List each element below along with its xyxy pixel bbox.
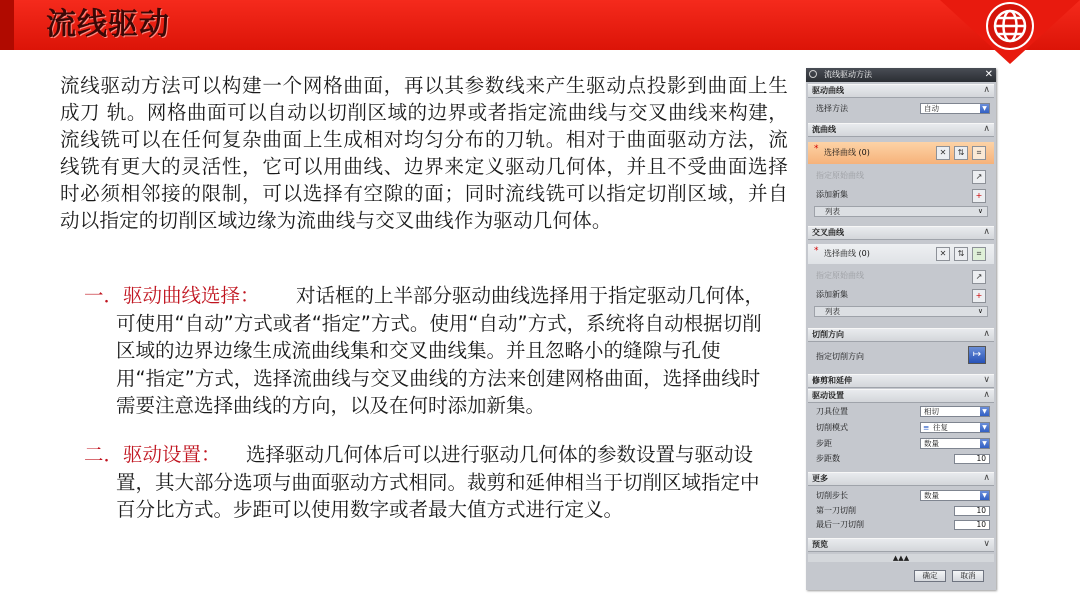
cross-origin-curve-row bbox=[808, 268, 994, 284]
section-drive-curve[interactable] bbox=[808, 84, 994, 98]
section-label: 更多 bbox=[812, 474, 828, 483]
select-method-label: 选择方法 bbox=[816, 104, 848, 113]
cut-step-dropdown[interactable] bbox=[920, 490, 990, 501]
stepover-label: 步距 bbox=[816, 439, 832, 448]
remove-icon[interactable]: ✕ bbox=[936, 146, 950, 160]
select-curve-label: 选择曲线 (0) bbox=[824, 249, 870, 258]
add-set-label: 添加新集 bbox=[816, 290, 848, 299]
section-label: 预览 bbox=[812, 540, 828, 549]
cross-select-curve-row[interactable] bbox=[808, 244, 994, 264]
chevron-up-icon: ∧ bbox=[983, 85, 990, 95]
chevron-down-icon: ∨ bbox=[983, 539, 990, 549]
cut-mode-value: 往复 bbox=[933, 423, 948, 432]
chevron-down-icon: ▼ bbox=[980, 423, 989, 432]
streamline-drive-dialog bbox=[806, 68, 996, 590]
chevron-down-icon: ∨ bbox=[977, 207, 983, 215]
required-star-icon: * bbox=[814, 144, 819, 154]
origin-curve-label: 指定原始曲线 bbox=[816, 271, 864, 280]
section-flow-curve[interactable] bbox=[808, 123, 994, 137]
reverse-icon[interactable]: ⇅ bbox=[954, 247, 968, 261]
gear-icon[interactable] bbox=[809, 70, 817, 78]
cut-mode-row bbox=[808, 422, 994, 434]
flow-origin-curve-row bbox=[808, 168, 994, 184]
chevron-down-icon: ∨ bbox=[977, 307, 983, 315]
select-curve-label: 选择曲线 (0) bbox=[824, 148, 870, 157]
cut-direction-row bbox=[808, 344, 994, 368]
stepover-count-label: 步距数 bbox=[816, 454, 840, 463]
cancel-button[interactable]: 取消 bbox=[952, 570, 984, 582]
last-cut-input[interactable]: 10 bbox=[954, 520, 990, 530]
cut-step-value: 数量 bbox=[924, 491, 939, 500]
collapse-grip-icon[interactable]: ▲▲▲ bbox=[808, 554, 994, 562]
origin-curve-icon[interactable]: ↗ bbox=[972, 170, 986, 184]
chevron-down-icon: ∨ bbox=[983, 375, 990, 385]
stepover-dropdown[interactable] bbox=[920, 438, 990, 449]
direction-icon[interactable]: ↦ bbox=[968, 346, 986, 364]
last-cut-label: 最后一刀切削 bbox=[816, 520, 864, 529]
stepover-count-row bbox=[808, 453, 994, 465]
globe-icon bbox=[986, 2, 1034, 50]
section-cut-direction[interactable] bbox=[808, 328, 994, 342]
curve-select-icon[interactable]: ⌗ bbox=[972, 146, 986, 160]
chevron-up-icon: ∧ bbox=[983, 473, 990, 483]
stepover-row bbox=[808, 438, 994, 450]
close-icon[interactable]: ✕ bbox=[984, 69, 993, 80]
stepover-value: 数量 bbox=[924, 439, 939, 448]
list-label: 列表 bbox=[825, 207, 840, 216]
header-accent bbox=[0, 0, 14, 50]
point-drive-curve bbox=[84, 282, 766, 420]
header-bar bbox=[0, 0, 1080, 50]
point-heading: 一．驱动曲线选择： bbox=[84, 284, 260, 307]
chevron-up-icon: ∧ bbox=[983, 390, 990, 400]
select-method-value: 自动 bbox=[924, 104, 939, 113]
dialog-title: 流线驱动方法 bbox=[824, 70, 872, 79]
chevron-down-icon: ▼ bbox=[980, 491, 989, 500]
section-label: 修剪和延伸 bbox=[812, 376, 852, 385]
tool-position-label: 刀具位置 bbox=[816, 407, 848, 416]
section-drive-settings[interactable] bbox=[808, 389, 994, 403]
flow-select-curve-row[interactable] bbox=[808, 142, 994, 164]
select-method-row bbox=[808, 101, 994, 117]
tool-position-value: 相切 bbox=[924, 407, 939, 416]
tool-position-row bbox=[808, 406, 994, 418]
chevron-up-icon: ∧ bbox=[983, 227, 990, 237]
zigzag-icon: ≡ bbox=[923, 423, 930, 432]
section-label: 流曲线 bbox=[812, 125, 836, 134]
add-set-label: 添加新集 bbox=[816, 190, 848, 199]
cut-mode-dropdown[interactable] bbox=[920, 422, 990, 433]
page-title: 流线驱动 bbox=[46, 7, 170, 42]
last-cut-row bbox=[808, 519, 994, 531]
section-label: 切削方向 bbox=[812, 330, 844, 339]
chevron-down-icon: ▼ bbox=[980, 407, 989, 416]
section-preview[interactable] bbox=[808, 538, 994, 552]
cut-step-row bbox=[808, 490, 994, 502]
section-label: 驱动曲线 bbox=[812, 86, 844, 95]
cross-add-set-row bbox=[808, 287, 994, 303]
point-text: 选择驱动几何体后可以进行驱动几何体的参数设置与驱动设置，其大部分选项与曲面驱动方式相同。裁剪和延伸相当于切削区域指定中百分比方式。步距可以使用数字或者最大值方式进行定义。 bbox=[116, 443, 760, 521]
chevron-up-icon: ∧ bbox=[983, 329, 990, 339]
point-text: 对话框的上半部分驱动曲线选择用于指定驱动几何体，可使用“自动”方式或者“指定”方式。使用“自动”方式，系统将自动根据切削区域的边界边缘生成流曲线集和交叉曲线集。并且忽略小的缝隙与孔使用“指定”方式，选择流曲线与交叉曲线的方法来创建网格曲面，选择曲线时需要注意选择曲线的方向，以及在何时添加新集。 bbox=[116, 284, 765, 417]
list-label: 列表 bbox=[825, 307, 840, 316]
first-cut-label: 第一刀切削 bbox=[816, 506, 856, 515]
point-heading: 二．驱动设置： bbox=[84, 443, 221, 466]
flow-add-set-row bbox=[808, 187, 994, 203]
section-trim-extend[interactable] bbox=[808, 374, 994, 388]
ok-button[interactable]: 确定 bbox=[914, 570, 946, 582]
point-drive-settings bbox=[84, 441, 766, 524]
tool-position-dropdown[interactable] bbox=[920, 406, 990, 417]
cut-step-label: 切削步长 bbox=[816, 491, 848, 500]
stepover-count-input[interactable]: 10 bbox=[954, 454, 990, 464]
chevron-up-icon: ∧ bbox=[983, 124, 990, 134]
first-cut-row bbox=[808, 505, 994, 517]
add-set-icon[interactable]: + bbox=[972, 289, 986, 303]
first-cut-input[interactable]: 10 bbox=[954, 506, 990, 516]
origin-curve-icon[interactable]: ↗ bbox=[972, 270, 986, 284]
cross-list-bar[interactable] bbox=[814, 306, 988, 317]
chevron-down-icon: ▼ bbox=[980, 104, 989, 113]
flow-list-bar[interactable] bbox=[814, 206, 988, 217]
section-more[interactable] bbox=[808, 472, 994, 486]
remove-icon[interactable]: ✕ bbox=[936, 247, 950, 261]
cut-direction-label: 指定切削方向 bbox=[816, 352, 864, 361]
chevron-down-icon: ▼ bbox=[980, 439, 989, 448]
cut-mode-label: 切削模式 bbox=[816, 423, 848, 432]
section-label: 驱动设置 bbox=[812, 391, 844, 400]
add-set-icon[interactable]: + bbox=[972, 189, 986, 203]
curve-select-icon[interactable]: ⌗ bbox=[972, 247, 986, 261]
section-label: 交叉曲线 bbox=[812, 228, 844, 237]
section-cross-curve[interactable] bbox=[808, 226, 994, 240]
reverse-icon[interactable]: ⇅ bbox=[954, 146, 968, 160]
dialog-titlebar bbox=[806, 68, 996, 82]
required-star-icon: * bbox=[814, 246, 819, 256]
origin-curve-label: 指定原始曲线 bbox=[816, 171, 864, 180]
intro-paragraph: 流线驱动方法可以构建一个网格曲面，再以其参数线来产生驱动点投影到曲面上生成刀 轨。网格曲面可以自动以切削区域的边界或者指定流曲线与交叉曲线来构建，流线铣可以在任何复杂曲面上生成相对均匀分布的刀轨。相对于曲面驱动方法，流线铣有更大的灵活性，它可以用曲线、边界来定义驱动几何体，并且不受曲面选择时必须相邻接的限制，可以选择有空隙的面；同时流线铣可以指定切削区域，并自动以指定的切削区域边缘为流曲线与交叉曲线作为驱动几何体。 bbox=[60, 74, 788, 232]
select-method-dropdown[interactable] bbox=[920, 103, 990, 114]
